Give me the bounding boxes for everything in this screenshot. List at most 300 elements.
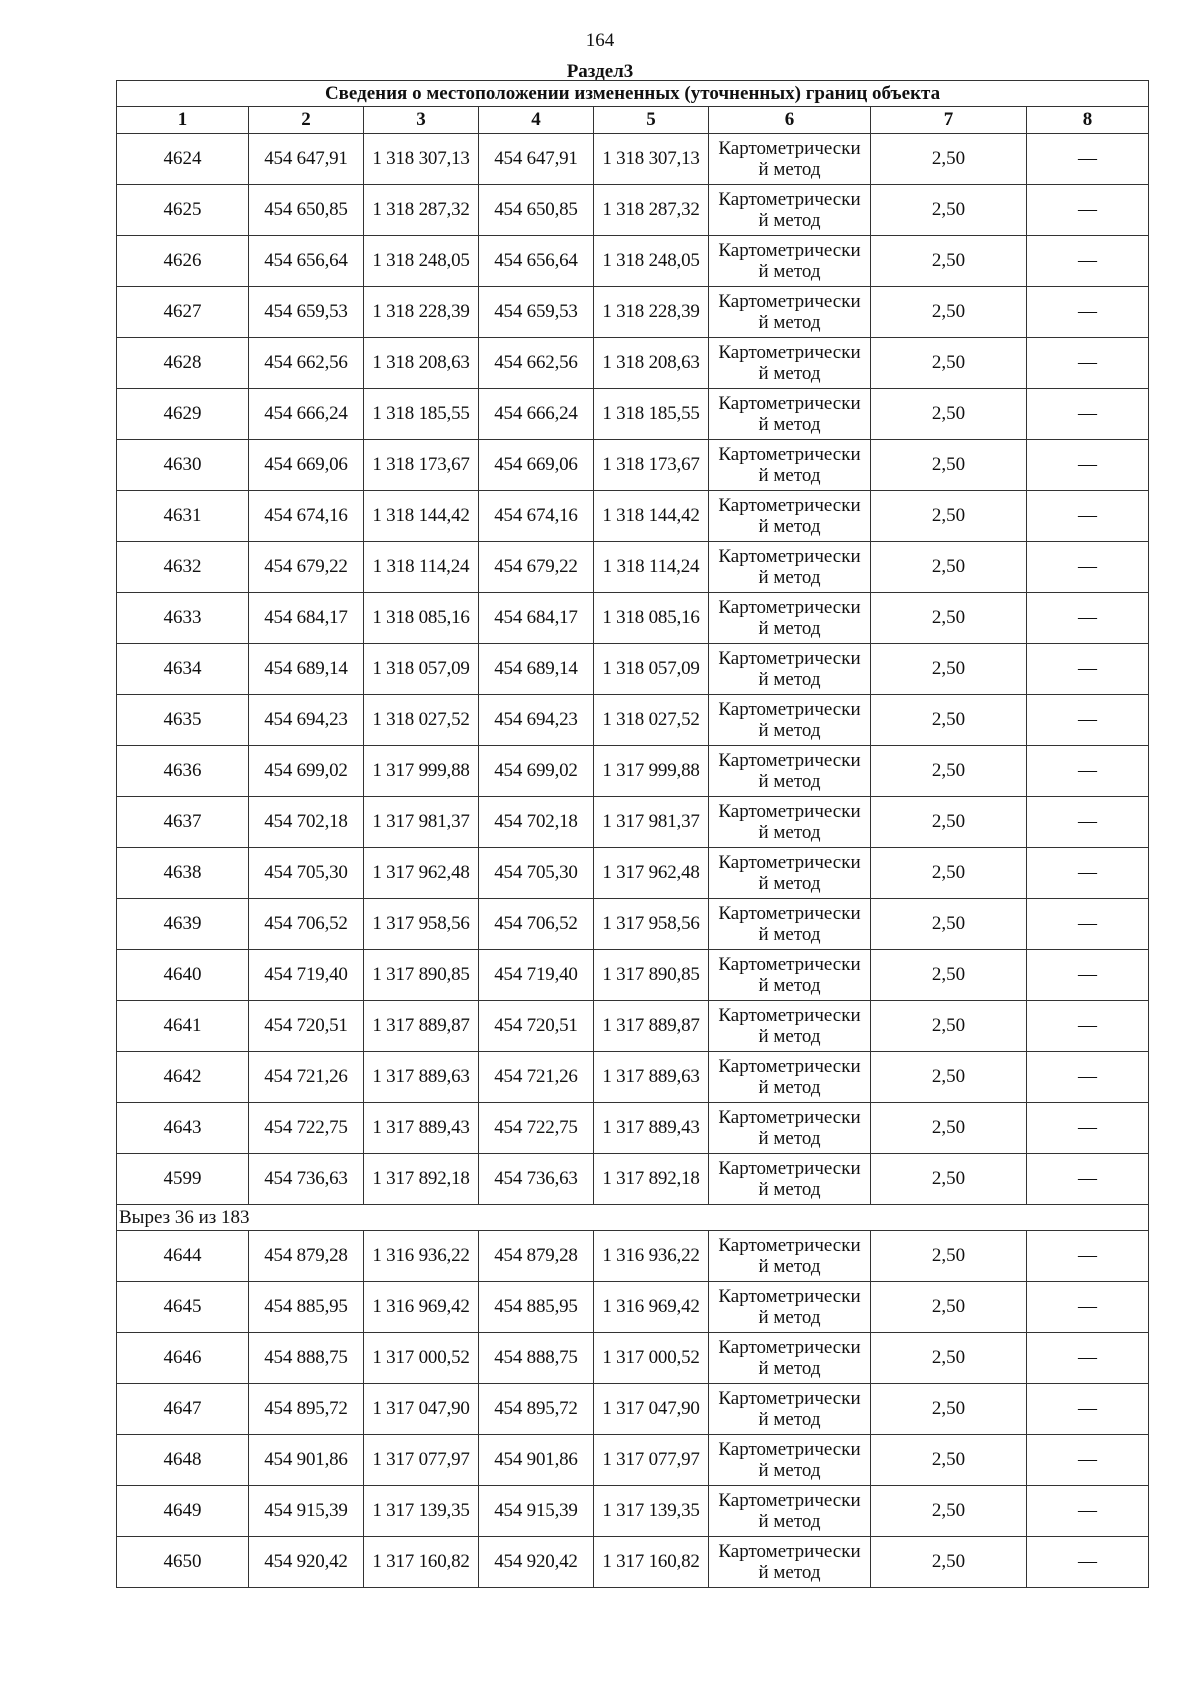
y-new-cell: 1 317 139,35: [594, 1486, 709, 1537]
x-old-cell: 454 650,85: [249, 185, 364, 236]
column-number: 3: [364, 107, 479, 134]
x-old-cell: 454 901,86: [249, 1435, 364, 1486]
y-old-cell: 1 318 208,63: [364, 338, 479, 389]
x-old-cell: 454 720,51: [249, 1001, 364, 1052]
x-old-cell: 454 669,06: [249, 440, 364, 491]
method-line-2: й метод: [758, 822, 821, 843]
method-cell: [709, 950, 871, 1001]
x-old-cell: 454 705,30: [249, 848, 364, 899]
method-line-2: й метод: [758, 567, 821, 588]
table-row: [117, 797, 1149, 848]
table-row: [117, 1282, 1149, 1333]
point-number-cell: 4626: [117, 236, 249, 287]
y-old-cell: 1 317 962,48: [364, 848, 479, 899]
method-line-2: й метод: [758, 1128, 821, 1149]
x-old-cell: 454 719,40: [249, 950, 364, 1001]
point-number-cell: 4637: [117, 797, 249, 848]
y-new-cell: 1 317 890,85: [594, 950, 709, 1001]
method-cell: [709, 542, 871, 593]
table-row: [117, 1001, 1149, 1052]
x-new-cell: 454 684,17: [479, 593, 594, 644]
description-cell: —: [1027, 1001, 1149, 1052]
method-cell: [709, 1333, 871, 1384]
y-old-cell: 1 317 889,43: [364, 1103, 479, 1154]
accuracy-cell: 2,50: [871, 1001, 1027, 1052]
x-new-cell: 454 656,64: [479, 236, 594, 287]
description-cell: —: [1027, 1154, 1149, 1205]
point-number-cell: 4650: [117, 1537, 249, 1588]
accuracy-cell: 2,50: [871, 848, 1027, 899]
page-number: 164: [585, 30, 615, 51]
table-row: [117, 1154, 1149, 1205]
accuracy-cell: 2,50: [871, 1231, 1027, 1282]
point-number-cell: 4633: [117, 593, 249, 644]
column-number: 5: [594, 107, 709, 134]
description-cell: —: [1027, 440, 1149, 491]
description-cell: —: [1027, 593, 1149, 644]
y-new-cell: 1 318 307,13: [594, 134, 709, 185]
method-line-1: Картометрически: [718, 1439, 861, 1460]
table-row: [117, 848, 1149, 899]
point-number-cell: 4646: [117, 1333, 249, 1384]
y-new-cell: 1 317 889,43: [594, 1103, 709, 1154]
method-cell: [709, 491, 871, 542]
y-new-cell: 1 317 999,88: [594, 746, 709, 797]
y-new-cell: 1 317 892,18: [594, 1154, 709, 1205]
method-line-2: й метод: [758, 1307, 821, 1328]
method-line-1: Картометрически: [718, 1388, 861, 1409]
x-new-cell: 454 879,28: [479, 1231, 594, 1282]
method-cell: [709, 1435, 871, 1486]
x-old-cell: 454 879,28: [249, 1231, 364, 1282]
method-line-1: Картометрически: [718, 1286, 861, 1307]
method-line-2: й метод: [758, 1562, 821, 1583]
point-number-cell: 4631: [117, 491, 249, 542]
description-cell: —: [1027, 287, 1149, 338]
method-line-1: Картометрически: [718, 393, 861, 414]
description-cell: —: [1027, 389, 1149, 440]
point-number-cell: 4624: [117, 134, 249, 185]
accuracy-cell: 2,50: [871, 746, 1027, 797]
x-new-cell: 454 736,63: [479, 1154, 594, 1205]
x-new-cell: 454 647,91: [479, 134, 594, 185]
x-new-cell: 454 721,26: [479, 1052, 594, 1103]
column-number: 7: [871, 107, 1027, 134]
accuracy-cell: 2,50: [871, 389, 1027, 440]
y-old-cell: 1 317 889,63: [364, 1052, 479, 1103]
description-cell: —: [1027, 1333, 1149, 1384]
accuracy-cell: 2,50: [871, 1435, 1027, 1486]
table-row: [117, 1231, 1149, 1282]
y-new-cell: 1 317 077,97: [594, 1435, 709, 1486]
y-old-cell: 1 317 160,82: [364, 1537, 479, 1588]
x-old-cell: 454 699,02: [249, 746, 364, 797]
method-line-1: Картометрически: [718, 1056, 861, 1077]
x-new-cell: 454 669,06: [479, 440, 594, 491]
y-old-cell: 1 317 077,97: [364, 1435, 479, 1486]
accuracy-cell: 2,50: [871, 236, 1027, 287]
point-number-cell: 4649: [117, 1486, 249, 1537]
x-old-cell: 454 702,18: [249, 797, 364, 848]
x-new-cell: 454 650,85: [479, 185, 594, 236]
description-cell: —: [1027, 1282, 1149, 1333]
point-number-cell: 4640: [117, 950, 249, 1001]
y-new-cell: 1 316 969,42: [594, 1282, 709, 1333]
table-row: [117, 1486, 1149, 1537]
table-row: [117, 440, 1149, 491]
description-cell: —: [1027, 848, 1149, 899]
method-cell: [709, 236, 871, 287]
y-new-cell: 1 317 981,37: [594, 797, 709, 848]
x-new-cell: 454 888,75: [479, 1333, 594, 1384]
method-line-1: Картометрически: [718, 240, 861, 261]
column-number: 6: [709, 107, 871, 134]
method-line-2: й метод: [758, 1511, 821, 1532]
description-cell: —: [1027, 644, 1149, 695]
method-cell: [709, 899, 871, 950]
table-row: [117, 1103, 1149, 1154]
table-row: [117, 491, 1149, 542]
point-number-cell: 4645: [117, 1282, 249, 1333]
method-cell: [709, 1001, 871, 1052]
y-old-cell: 1 318 114,24: [364, 542, 479, 593]
method-cell: [709, 1537, 871, 1588]
method-cell: [709, 1052, 871, 1103]
y-new-cell: 1 317 958,56: [594, 899, 709, 950]
y-old-cell: 1 318 248,05: [364, 236, 479, 287]
accuracy-cell: 2,50: [871, 134, 1027, 185]
y-old-cell: 1 318 027,52: [364, 695, 479, 746]
method-line-1: Картометрически: [718, 1541, 861, 1562]
accuracy-cell: 2,50: [871, 542, 1027, 593]
description-cell: —: [1027, 899, 1149, 950]
x-new-cell: 454 702,18: [479, 797, 594, 848]
accuracy-cell: 2,50: [871, 287, 1027, 338]
method-line-2: й метод: [758, 1179, 821, 1200]
accuracy-cell: 2,50: [871, 1282, 1027, 1333]
x-new-cell: 454 722,75: [479, 1103, 594, 1154]
y-old-cell: 1 317 981,37: [364, 797, 479, 848]
x-new-cell: 454 720,51: [479, 1001, 594, 1052]
description-cell: —: [1027, 134, 1149, 185]
description-cell: —: [1027, 338, 1149, 389]
table-caption: Сведения о местоположении измененных (уточненных) границ объекта: [117, 81, 1149, 107]
point-number-cell: 4634: [117, 644, 249, 695]
method-cell: [709, 593, 871, 644]
y-old-cell: 1 317 000,52: [364, 1333, 479, 1384]
method-line-2: й метод: [758, 771, 821, 792]
x-new-cell: 454 885,95: [479, 1282, 594, 1333]
y-old-cell: 1 317 047,90: [364, 1384, 479, 1435]
y-old-cell: 1 318 173,67: [364, 440, 479, 491]
accuracy-cell: 2,50: [871, 338, 1027, 389]
column-number: 2: [249, 107, 364, 134]
column-number: 1: [117, 107, 249, 134]
table-row: [117, 389, 1149, 440]
method-line-2: й метод: [758, 363, 821, 384]
x-old-cell: 454 885,95: [249, 1282, 364, 1333]
y-old-cell: 1 316 936,22: [364, 1231, 479, 1282]
x-new-cell: 454 689,14: [479, 644, 594, 695]
accuracy-cell: 2,50: [871, 1384, 1027, 1435]
table-row: [117, 695, 1149, 746]
y-old-cell: 1 318 057,09: [364, 644, 479, 695]
method-cell: [709, 1231, 871, 1282]
x-new-cell: 454 659,53: [479, 287, 594, 338]
accuracy-cell: 2,50: [871, 899, 1027, 950]
method-line-1: Картометрически: [718, 138, 861, 159]
table-row: [117, 899, 1149, 950]
description-cell: —: [1027, 185, 1149, 236]
y-old-cell: 1 317 890,85: [364, 950, 479, 1001]
method-line-2: й метод: [758, 873, 821, 894]
point-number-cell: 4647: [117, 1384, 249, 1435]
description-cell: —: [1027, 950, 1149, 1001]
method-line-1: Картометрически: [718, 1158, 861, 1179]
point-number-cell: 4639: [117, 899, 249, 950]
method-cell: [709, 1154, 871, 1205]
y-new-cell: 1 316 936,22: [594, 1231, 709, 1282]
accuracy-cell: 2,50: [871, 797, 1027, 848]
x-new-cell: 454 901,86: [479, 1435, 594, 1486]
method-line-1: Картометрически: [718, 852, 861, 873]
method-cell: [709, 848, 871, 899]
description-cell: —: [1027, 746, 1149, 797]
y-old-cell: 1 317 139,35: [364, 1486, 479, 1537]
method-cell: [709, 440, 871, 491]
method-line-2: й метод: [758, 975, 821, 996]
point-number-cell: 4636: [117, 746, 249, 797]
method-line-2: й метод: [758, 261, 821, 282]
description-cell: —: [1027, 1537, 1149, 1588]
x-new-cell: 454 719,40: [479, 950, 594, 1001]
y-old-cell: 1 316 969,42: [364, 1282, 479, 1333]
method-line-1: Картометрически: [718, 648, 861, 669]
x-old-cell: 454 666,24: [249, 389, 364, 440]
table-caption-row: [117, 81, 1149, 107]
table-row: [117, 746, 1149, 797]
method-cell: [709, 185, 871, 236]
x-new-cell: 454 674,16: [479, 491, 594, 542]
point-number-cell: 4625: [117, 185, 249, 236]
x-new-cell: 454 679,22: [479, 542, 594, 593]
accuracy-cell: 2,50: [871, 1154, 1027, 1205]
x-old-cell: 454 920,42: [249, 1537, 364, 1588]
method-line-2: й метод: [758, 414, 821, 435]
cutout-label-row: [117, 1205, 1149, 1231]
x-new-cell: 454 694,23: [479, 695, 594, 746]
description-cell: —: [1027, 695, 1149, 746]
y-new-cell: 1 318 114,24: [594, 542, 709, 593]
method-line-1: Картометрически: [718, 903, 861, 924]
table-row: [117, 1435, 1149, 1486]
method-line-2: й метод: [758, 312, 821, 333]
x-old-cell: 454 674,16: [249, 491, 364, 542]
method-line-1: Картометрически: [718, 189, 861, 210]
table-row: [117, 134, 1149, 185]
point-number-cell: 4630: [117, 440, 249, 491]
accuracy-cell: 2,50: [871, 1486, 1027, 1537]
method-line-2: й метод: [758, 1358, 821, 1379]
description-cell: —: [1027, 1103, 1149, 1154]
cutout-label: Вырез 36 из 183: [117, 1205, 1149, 1231]
accuracy-cell: 2,50: [871, 185, 1027, 236]
x-new-cell: 454 662,56: [479, 338, 594, 389]
method-line-1: Картометрически: [718, 954, 861, 975]
y-new-cell: 1 317 889,63: [594, 1052, 709, 1103]
x-old-cell: 454 895,72: [249, 1384, 364, 1435]
table-row: [117, 287, 1149, 338]
description-cell: —: [1027, 1231, 1149, 1282]
y-new-cell: 1 318 057,09: [594, 644, 709, 695]
method-line-2: й метод: [758, 465, 821, 486]
description-cell: —: [1027, 491, 1149, 542]
method-line-1: Картометрически: [718, 699, 861, 720]
method-line-2: й метод: [758, 1077, 821, 1098]
method-cell: [709, 746, 871, 797]
y-old-cell: 1 318 144,42: [364, 491, 479, 542]
method-cell: [709, 797, 871, 848]
point-number-cell: 4642: [117, 1052, 249, 1103]
y-new-cell: 1 318 208,63: [594, 338, 709, 389]
y-old-cell: 1 318 085,16: [364, 593, 479, 644]
point-number-cell: 4635: [117, 695, 249, 746]
method-cell: [709, 644, 871, 695]
method-line-1: Картометрически: [718, 750, 861, 771]
accuracy-cell: 2,50: [871, 1103, 1027, 1154]
description-cell: —: [1027, 797, 1149, 848]
accuracy-cell: 2,50: [871, 1333, 1027, 1384]
x-old-cell: 454 689,14: [249, 644, 364, 695]
table-row: [117, 185, 1149, 236]
y-old-cell: 1 317 958,56: [364, 899, 479, 950]
x-old-cell: 454 888,75: [249, 1333, 364, 1384]
y-new-cell: 1 318 287,32: [594, 185, 709, 236]
point-number-cell: 4628: [117, 338, 249, 389]
method-line-2: й метод: [758, 1256, 821, 1277]
table-row: [117, 1384, 1149, 1435]
method-line-1: Картометрически: [718, 444, 861, 465]
y-old-cell: 1 317 999,88: [364, 746, 479, 797]
x-new-cell: 454 915,39: [479, 1486, 594, 1537]
x-new-cell: 454 920,42: [479, 1537, 594, 1588]
y-old-cell: 1 318 228,39: [364, 287, 479, 338]
description-cell: —: [1027, 1435, 1149, 1486]
description-cell: —: [1027, 1052, 1149, 1103]
point-number-cell: 4638: [117, 848, 249, 899]
x-new-cell: 454 705,30: [479, 848, 594, 899]
y-new-cell: 1 318 248,05: [594, 236, 709, 287]
x-old-cell: 454 915,39: [249, 1486, 364, 1537]
method-line-1: Картометрически: [718, 1490, 861, 1511]
x-new-cell: 454 895,72: [479, 1384, 594, 1435]
method-cell: [709, 1486, 871, 1537]
x-old-cell: 454 659,53: [249, 287, 364, 338]
accuracy-cell: 2,50: [871, 644, 1027, 695]
accuracy-cell: 2,50: [871, 593, 1027, 644]
table-row: [117, 644, 1149, 695]
y-new-cell: 1 317 000,52: [594, 1333, 709, 1384]
method-cell: [709, 287, 871, 338]
y-new-cell: 1 318 185,55: [594, 389, 709, 440]
method-line-1: Картометрически: [718, 1337, 861, 1358]
method-line-2: й метод: [758, 1026, 821, 1047]
boundary-coordinates-table: [116, 80, 1149, 1588]
y-old-cell: 1 317 889,87: [364, 1001, 479, 1052]
method-line-1: Картометрически: [718, 546, 861, 567]
point-number-cell: 4644: [117, 1231, 249, 1282]
method-cell: [709, 1384, 871, 1435]
method-line-2: й метод: [758, 210, 821, 231]
method-line-1: Картометрически: [718, 291, 861, 312]
accuracy-cell: 2,50: [871, 950, 1027, 1001]
x-old-cell: 454 679,22: [249, 542, 364, 593]
x-old-cell: 454 706,52: [249, 899, 364, 950]
method-line-1: Картометрически: [718, 342, 861, 363]
accuracy-cell: 2,50: [871, 1052, 1027, 1103]
point-number-cell: 4627: [117, 287, 249, 338]
y-new-cell: 1 318 027,52: [594, 695, 709, 746]
x-new-cell: 454 666,24: [479, 389, 594, 440]
point-number-cell: 4629: [117, 389, 249, 440]
column-number-row: [117, 107, 1149, 134]
x-old-cell: 454 722,75: [249, 1103, 364, 1154]
method-line-2: й метод: [758, 618, 821, 639]
method-line-1: Картометрически: [718, 597, 861, 618]
method-cell: [709, 134, 871, 185]
method-line-2: й метод: [758, 1409, 821, 1430]
y-old-cell: 1 317 892,18: [364, 1154, 479, 1205]
y-old-cell: 1 318 287,32: [364, 185, 479, 236]
table-row: [117, 1052, 1149, 1103]
method-line-1: Картометрически: [718, 1235, 861, 1256]
section-title: Раздел3: [566, 61, 634, 82]
y-new-cell: 1 318 173,67: [594, 440, 709, 491]
point-number-cell: 4643: [117, 1103, 249, 1154]
table-row: [117, 1537, 1149, 1588]
y-new-cell: 1 318 085,16: [594, 593, 709, 644]
y-new-cell: 1 317 160,82: [594, 1537, 709, 1588]
method-line-2: й метод: [758, 669, 821, 690]
accuracy-cell: 2,50: [871, 695, 1027, 746]
table-body: [117, 81, 1149, 1588]
y-old-cell: 1 318 185,55: [364, 389, 479, 440]
method-cell: [709, 1282, 871, 1333]
x-old-cell: 454 684,17: [249, 593, 364, 644]
description-cell: —: [1027, 236, 1149, 287]
method-line-1: Картометрически: [718, 1107, 861, 1128]
method-line-2: й метод: [758, 1460, 821, 1481]
y-new-cell: 1 317 889,87: [594, 1001, 709, 1052]
point-number-cell: 4641: [117, 1001, 249, 1052]
x-old-cell: 454 736,63: [249, 1154, 364, 1205]
method-cell: [709, 389, 871, 440]
method-line-1: Картометрически: [718, 801, 861, 822]
x-old-cell: 454 694,23: [249, 695, 364, 746]
method-line-1: Картометрически: [718, 1005, 861, 1026]
table-row: [117, 542, 1149, 593]
method-line-1: Картометрически: [718, 495, 861, 516]
method-line-2: й метод: [758, 720, 821, 741]
y-new-cell: 1 318 228,39: [594, 287, 709, 338]
description-cell: —: [1027, 542, 1149, 593]
x-new-cell: 454 706,52: [479, 899, 594, 950]
table-row: [117, 236, 1149, 287]
y-old-cell: 1 318 307,13: [364, 134, 479, 185]
x-old-cell: 454 656,64: [249, 236, 364, 287]
point-number-cell: 4632: [117, 542, 249, 593]
method-line-2: й метод: [758, 924, 821, 945]
